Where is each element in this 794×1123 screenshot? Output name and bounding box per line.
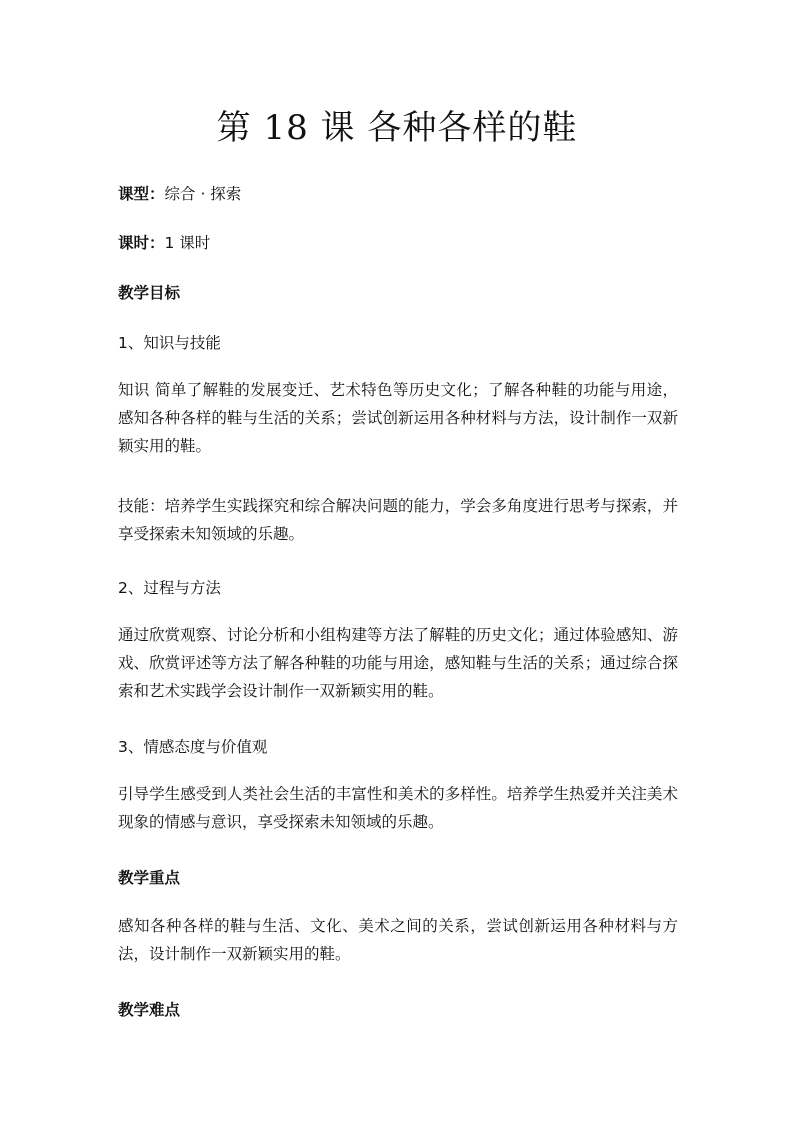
lesson-title: 第 18 课 各种各样的鞋 [216, 108, 578, 148]
section1-heading: 1、知识与技能 [118, 334, 221, 352]
lesson-type-label: 课型： [118, 185, 165, 203]
section3-heading: 3、情感态度与价值观 [118, 738, 268, 756]
lesson-hours-value: 1 课时 [164, 234, 211, 252]
lesson-type-line [118, 184, 678, 204]
emotion-paragraph: 引导学生感受到人类社会生活的丰富性和美术的多样性。培养学生热爱并关注美术现象的情感与意识，享受探索未知领域的乐趣。 [118, 785, 678, 831]
lesson-hours-line [118, 233, 678, 253]
section2-heading: 2、过程与方法 [118, 579, 221, 597]
process-paragraph: 通过欣赏观察、讨论分析和小组构建等方法了解鞋的历史文化；通过体验感知、游戏、欣赏评述等方法了解各种鞋的功能与用途，感知鞋与生活的关系；通过综合探索和艺术实践学会设计制作一双新颖实用的鞋。 [118, 626, 678, 700]
knowledge-paragraph: 知识 简单了解鞋的发展变迁、艺术特色等历史文化；了解各种鞋的功能与用途，感知各种各样的鞋与生活的关系；尝试创新运用各种材料与方法，设计制作一双新颖实用的鞋。 [118, 381, 678, 455]
difficulties-heading: 教学难点 [118, 1001, 181, 1019]
lesson-type-value: 综合 · 探索 [164, 185, 242, 203]
objectives-heading: 教学目标 [118, 284, 181, 302]
lesson-hours-label: 课时： [118, 234, 165, 252]
key-points-paragraph: 感知各种各样的鞋与生活、文化、美术之间的关系，尝试创新运用各种材料与方法，设计制作一双新颖实用的鞋。 [118, 917, 678, 963]
key-points-heading: 教学重点 [118, 869, 181, 887]
skills-paragraph: 技能：培养学生实践探究和综合解决问题的能力，学会多角度进行思考与探索，并享受探索未知领域的乐趣。 [118, 497, 678, 543]
